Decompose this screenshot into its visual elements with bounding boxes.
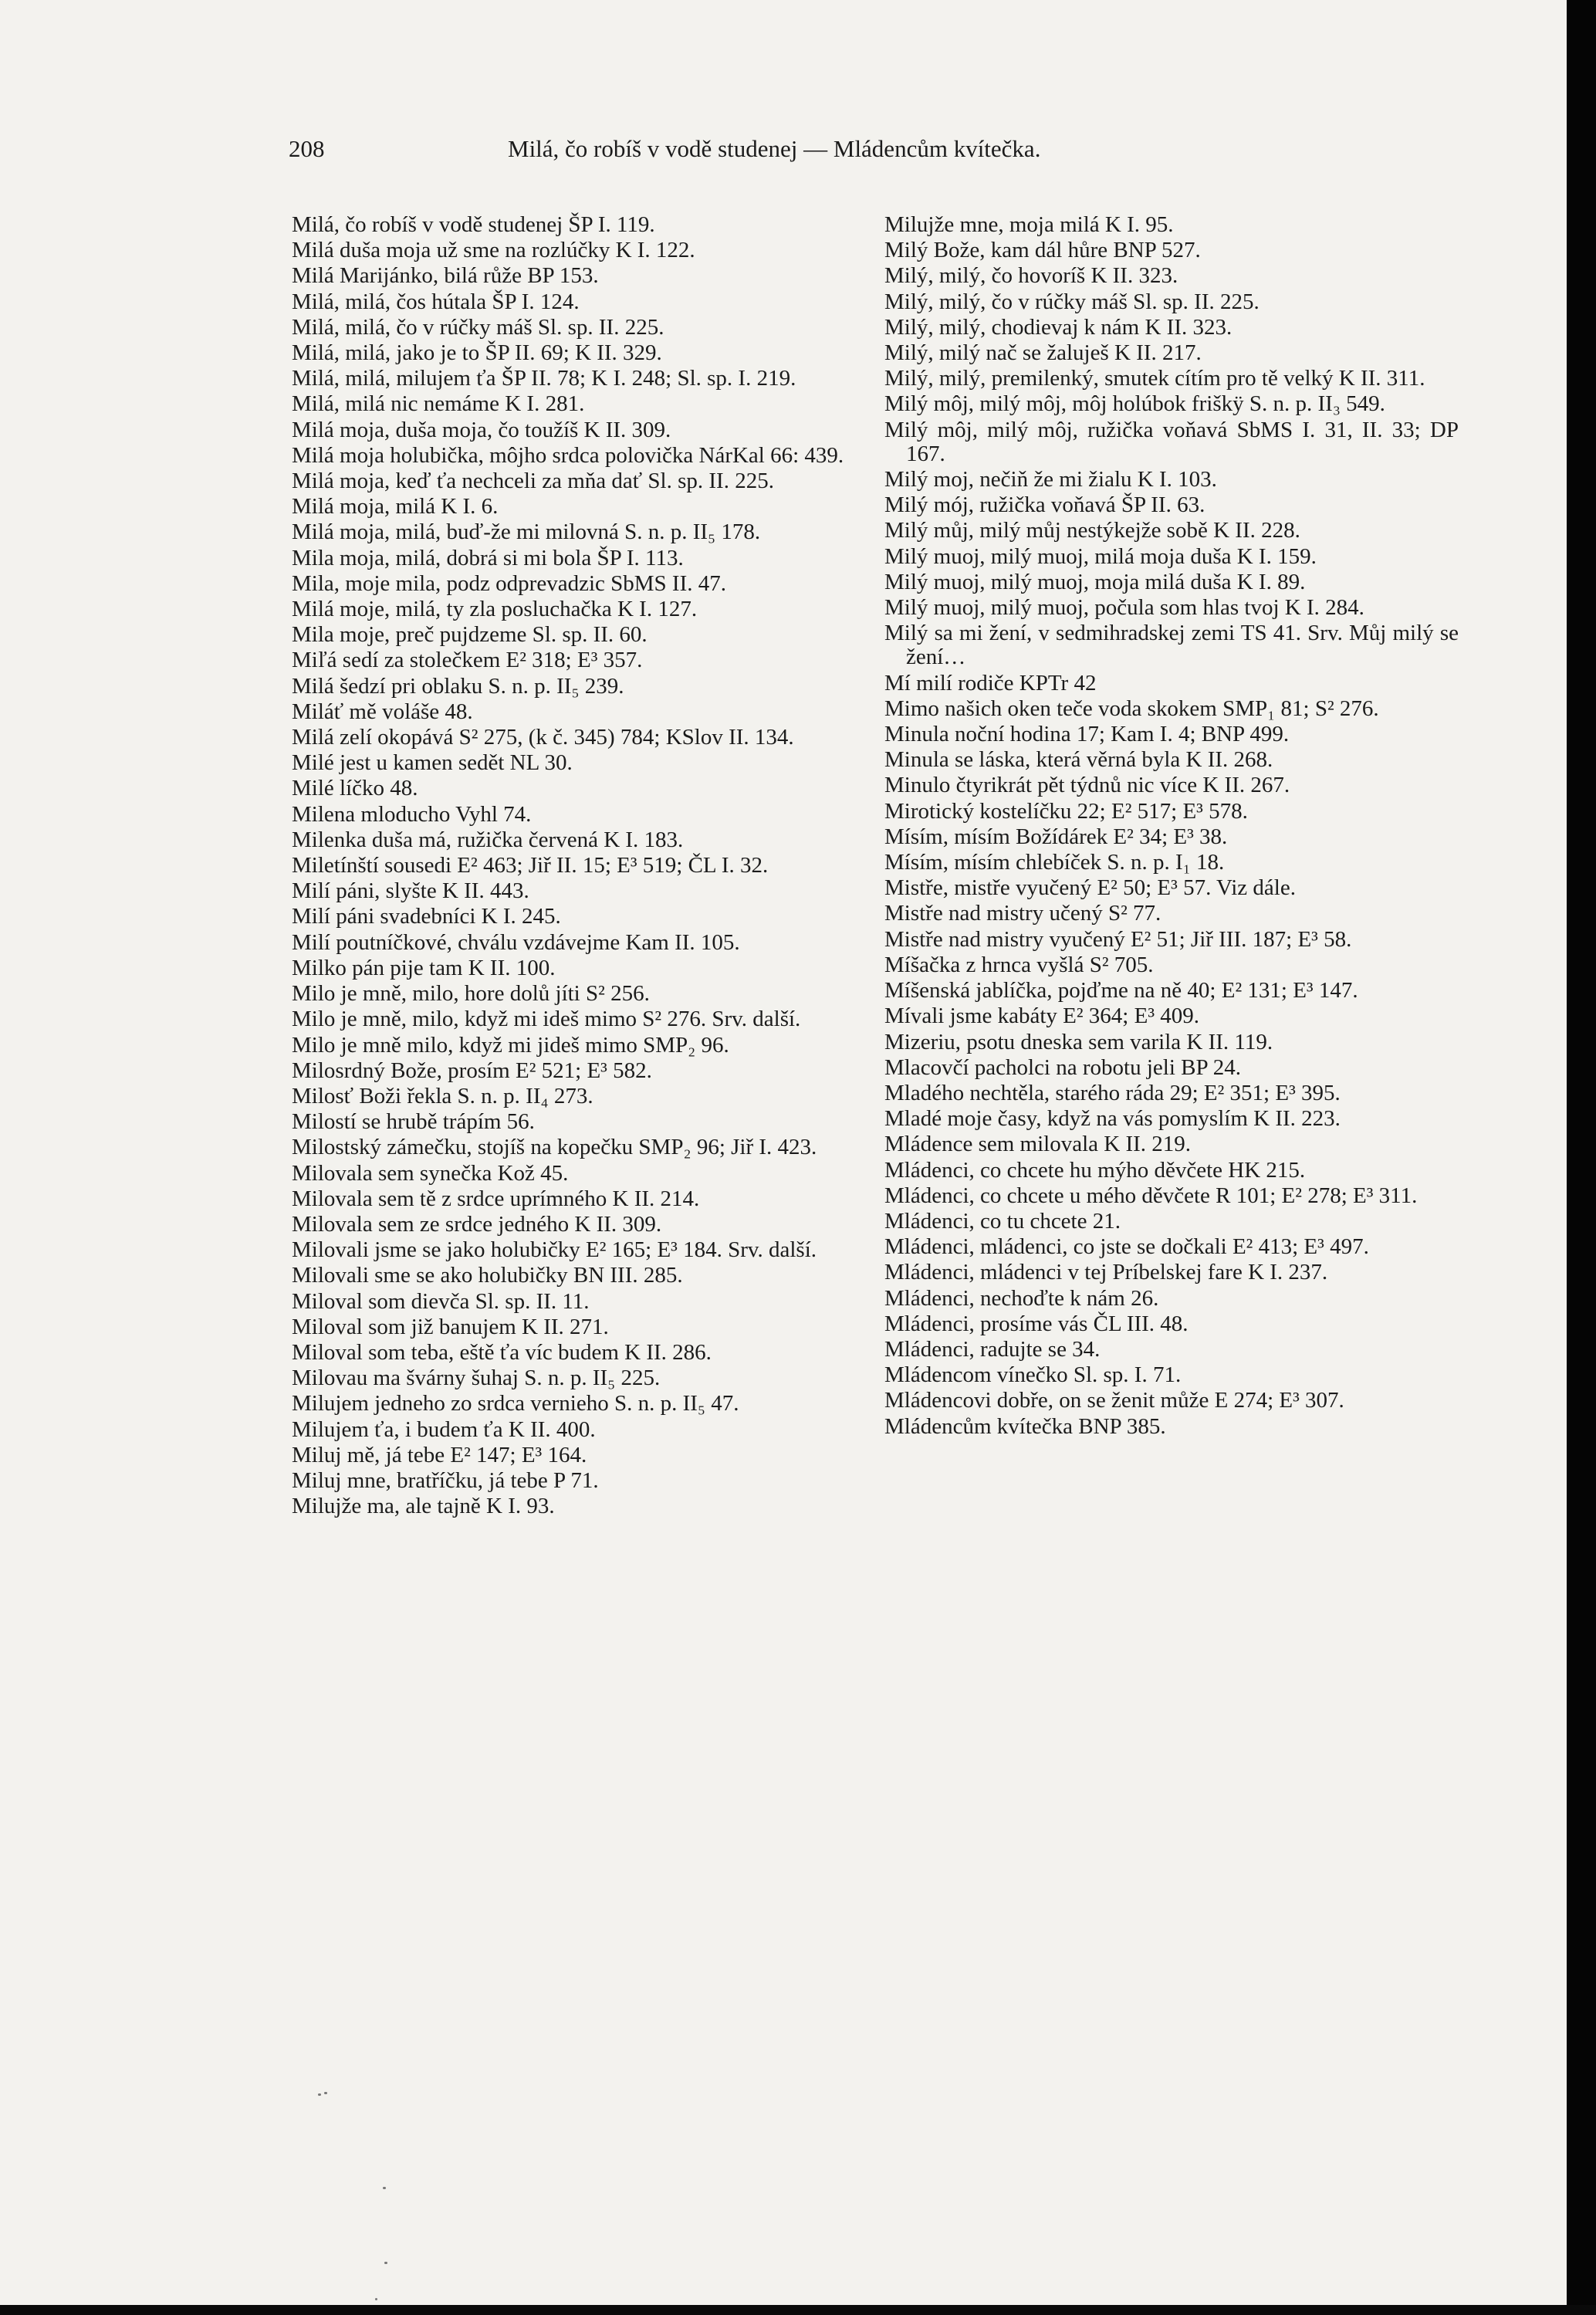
left-index-entry: Miľá sedí za stolečkem E² 318; E³ 357.: [292, 648, 643, 673]
left-index-entry: Milá moja, duša moja, čo toužíš K II. 309.: [292, 417, 671, 442]
right-index-entry: Mládence sem milovala K II. 219.: [884, 1132, 1192, 1157]
right-index-entry: Mládenci, co chcete hu mýho děvčete HK 215.: [884, 1157, 1306, 1183]
right-index-entry: Mládenci, prosíme vás ČL III. 48.: [884, 1311, 1189, 1336]
right-index-entry: Mládencom vínečko Sl. sp. I. 71.: [884, 1362, 1182, 1388]
index-column-left: [292, 213, 861, 1520]
left-index-entry: Milovau ma švárny šuhaj S. n. p. II₅ 225.: [292, 1366, 661, 1391]
right-index-entry: Milý, milý, čo v rúčky máš Sl. sp. II. 225.: [884, 289, 1260, 314]
right-index-entry: Milý, milý, premilenký, smutek cítím pro tě velký K II. 311.: [884, 366, 1425, 391]
right-index-entry: Míšenská jablíčka, pojďme na ně 40; E² 131; E³ 147.: [884, 978, 1358, 1004]
right-index-entry: Mizeriu, psotu dneska sem varila K II. 119.: [884, 1029, 1273, 1054]
left-index-entry: Milo je mně milo, když mi jideš mimo SMP₂ 96.: [292, 1032, 729, 1058]
right-index-entry: Mládenci, mládenci v tej Príbelskej fare K I. 237.: [884, 1260, 1328, 1285]
right-index-entry: Milý mój, ružička voňavá ŠP II. 63.: [884, 492, 1205, 518]
right-index-entry: Mívali jsme kabáty E² 364; E³ 409.: [884, 1004, 1200, 1029]
left-index-entry: Milujem ťa, i budem ťa K II. 400.: [292, 1416, 596, 1442]
left-index-entry: Milí páni svadebníci K I. 245.: [292, 904, 561, 929]
left-index-entry: Milá Marijánko, bilá růže BP 153.: [292, 263, 599, 289]
right-index-entry: Mládenci, co chcete u mého děvčete R 101; E² 278; E³ 311.: [884, 1183, 1418, 1208]
right-index-entry: Mimo našich oken teče voda skokem SMP₁ 81; S² 276.: [884, 696, 1379, 721]
right-index-entry: Mísím, mísím Božídárek E² 34; E³ 38.: [884, 824, 1228, 849]
left-index-entry: Milá, milá, jako je to ŠP II. 69; K II. 329.: [292, 340, 662, 366]
right-index-entry: Milý můj, milý můj nestýkejže sobě K II. 228.: [884, 518, 1300, 543]
left-index-entry: Milujem jedneho zo srdca vernieho S. n. p. II₅ 47.: [292, 1391, 739, 1416]
right-index-entry: Mládenci, co tu chcete 21.: [884, 1208, 1121, 1234]
right-index-entry: Milý muoj, milý muoj, milá moja duša K I. 159.: [884, 543, 1317, 569]
left-index-entry: Milovala sem synečka Kož 45.: [292, 1160, 569, 1186]
scan-edge-right: [1567, 0, 1596, 2315]
left-index-entry: Milena mloducho Vyhl 74.: [292, 801, 532, 827]
left-index-entry: Milá, milá, čo v rúčky máš Sl. sp. II. 225.: [292, 314, 664, 340]
left-index-entry: Milovali sme se ako holubičky BN III. 285.: [292, 1263, 683, 1288]
right-index-entry: Mládenci, mládenci, co jste se dočkali E² 413; E³ 497.: [884, 1234, 1369, 1260]
right-index-entry: Mistře, mistře vyučený E² 50; E³ 57. Viz dále.: [884, 875, 1296, 901]
left-index-entry: Miloval som již banujem K II. 271.: [292, 1314, 609, 1339]
left-index-entry: Miloval som teba, eště ťa víc budem K II. 286.: [292, 1339, 712, 1365]
left-index-entry: Milosť Boži řekla S. n. p. II₄ 273.: [292, 1083, 593, 1108]
left-index-entry: Milá moja, keď ťa nechceli za mňa dať Sl. sp. II. 225.: [292, 469, 774, 494]
right-index-entry: Minula se láska, která věrná byla K II. 268.: [884, 747, 1273, 773]
left-index-entry: Milo je mně, milo, hore dolů jíti S² 256.: [292, 981, 650, 1007]
left-index-entry: Milo je mně, milo, když mi ideš mimo S² 276. Srv. další.: [292, 1007, 801, 1032]
left-index-entry: Milostí se hrubě trápím 56.: [292, 1109, 535, 1135]
right-index-entry: Mistře nad mistry učený S² 77.: [884, 901, 1161, 926]
page-number: 208: [289, 135, 325, 162]
left-index-entry: Milá zelí okopává S² 275, (k č. 345) 784; KSlov II. 134.: [292, 725, 794, 750]
right-index-entry: Mládencovi dobře, on se ženit může E 274; E³ 307.: [884, 1388, 1344, 1413]
left-index-entry: Milá moja holubička, môjho srdca polovička NárKal 66: 439.: [292, 442, 844, 468]
left-index-entry: Milá moja, milá K I. 6.: [292, 494, 499, 520]
right-index-entry: Milý moj, nečiň že mi žialu K I. 103.: [884, 467, 1217, 492]
right-index-entry: Milujže mne, moja milá K I. 95.: [884, 212, 1174, 237]
left-index-entry: Milá moja, milá, buď-že mi milovná S. n. p. II₅ 178.: [292, 520, 761, 545]
left-index-entry: Milí poutníčkové, chválu vzdávejme Kam II. 105.: [292, 929, 740, 955]
left-index-entry: Milá, milá, čos hútala ŠP I. 124.: [292, 289, 580, 314]
right-index-entry: Míšačka z hrnca vyšlá S² 705.: [884, 952, 1154, 977]
right-index-entry: Mirotický kostelíčku 22; E² 517; E³ 578.: [884, 798, 1248, 824]
left-index-entry: Milko pán pije tam K II. 100.: [292, 955, 556, 980]
right-index-entry: Mládencům kvítečka BNP 385.: [884, 1413, 1166, 1439]
left-index-entry: Mila moja, milá, dobrá si mi bola ŠP I. 113.: [292, 545, 684, 570]
left-index-entry: Milá, čo robíš v vodě studenej ŠP I. 119.: [292, 212, 655, 237]
running-head: Milá, čo robíš v vodě studenej — Mládencům kvítečka.: [508, 135, 1041, 162]
left-index-entry: Miloval som dievča Sl. sp. II. 11.: [292, 1288, 590, 1314]
right-index-entry: Milý muoj, milý muoj, moja milá duša K I. 89.: [884, 569, 1306, 594]
left-index-entry: Milovali jsme se jako holubičky E² 165; E³ 184. Srv. další.: [292, 1237, 817, 1263]
right-index-entry: Milý, milý, chodievaj k nám K II. 323.: [884, 314, 1233, 340]
right-index-entry: Milý môj, milý môj, ružička voňavá SbMS I. 31, II. 33; DP 167.: [884, 417, 1459, 466]
left-index-entry: Milí páni, slyšte K II. 443.: [292, 878, 529, 904]
right-index-entry: Milý, milý nač se žaluješ K II. 217.: [884, 340, 1202, 366]
right-index-entry: Milý sa mi žení, v sedmihradskej zemi TS 41. Srv. Můj milý se žení…: [884, 621, 1459, 670]
right-index-entry: Milý, milý, čo hovoríš K II. 323.: [884, 263, 1178, 289]
left-index-entry: Miletínští sousedi E² 463; Jiř II. 15; E³ 519; ČL I. 32.: [292, 853, 769, 878]
left-index-entry: Milosrdný Bože, prosím E² 521; E³ 582.: [292, 1058, 652, 1083]
right-index-entry: Mistře nad mistry vyučený E² 51; Jiř III. 187; E³ 58.: [884, 926, 1352, 952]
scan-edge-bottom: [0, 2305, 1596, 2315]
right-index-entry: Milý môj, milý môj, môj holúbok friškÿ S. n. p. II₃ 549.: [884, 391, 1385, 417]
left-index-entry: Milá, milá, milujem ťa ŠP II. 78; K I. 248; Sl. sp. I. 219.: [292, 366, 796, 391]
right-index-entry: Mísím, mísím chlebíček S. n. p. I₁ 18.: [884, 850, 1225, 875]
left-index-entry: Mila, moje mila, podz odprevadzic SbMS II. 47.: [292, 570, 726, 596]
index-column-right: [884, 213, 1459, 1440]
left-index-entry: Milenka duša má, ružička červená K I. 183.: [292, 827, 684, 852]
page-header: [289, 130, 1229, 168]
right-index-entry: Mladé moje časy, když na vás pomyslím K II. 223.: [884, 1106, 1341, 1132]
right-index-entry: Mládenci, radujte se 34.: [884, 1336, 1101, 1362]
left-index-entry: Milostský zámečku, stojíš na kopečku SMP₂ 96; Jiř I. 423.: [292, 1135, 817, 1160]
left-index-entry: Mila moje, preč pujdzeme Sl. sp. II. 60.: [292, 622, 648, 648]
right-index-entry: Minulo čtyrikrát pět týdnů nic více K II. 267.: [884, 773, 1290, 798]
right-index-entry: Minula noční hodina 17; Kam I. 4; BNP 499.: [884, 722, 1290, 747]
left-index-entry: Milovala sem ze srdce jedného K II. 309.: [292, 1211, 662, 1237]
left-index-entry: Milá duša moja už sme na rozlúčky K I. 122.: [292, 238, 695, 263]
right-index-entry: Milý muoj, milý muoj, počula som hlas tvoj K I. 284.: [884, 595, 1364, 621]
left-index-entry: Miláť mě voláše 48.: [292, 699, 473, 724]
left-index-entry: Milé líčko 48.: [292, 776, 418, 801]
right-index-entry: Mladého nechtěla, starého ráda 29; E² 351; E³ 395.: [884, 1080, 1341, 1105]
right-index-entry: Mí milí rodiče KPTr 42: [884, 670, 1097, 696]
left-index-entry: Miluj mě, já tebe E² 147; E³ 164.: [292, 1442, 587, 1467]
left-index-entry: Milé jest u kamen sedět NL 30.: [292, 750, 573, 776]
right-index-entry: Mlacovčí pacholci na robotu jeli BP 24.: [884, 1054, 1242, 1080]
left-index-entry: Milujže ma, ale tajně K I. 93.: [292, 1494, 555, 1519]
left-index-entry: Milovala sem tě z srdce uprímného K II. 214.: [292, 1186, 700, 1211]
left-index-entry: Milá moje, milá, ty zla posluchačka K I. 127.: [292, 597, 698, 622]
right-index-entry: Milý Bože, kam dál hůre BNP 527.: [884, 238, 1201, 263]
left-index-entry: Miluj mne, bratříčku, já tebe P 71.: [292, 1467, 599, 1493]
right-index-entry: Mládenci, nechoďte k nám 26.: [884, 1285, 1159, 1311]
left-index-entry: Milá, milá nic nemáme K I. 281.: [292, 391, 585, 417]
left-index-entry: Milá šedzí pri oblaku S. n. p. II₅ 239.: [292, 673, 624, 699]
